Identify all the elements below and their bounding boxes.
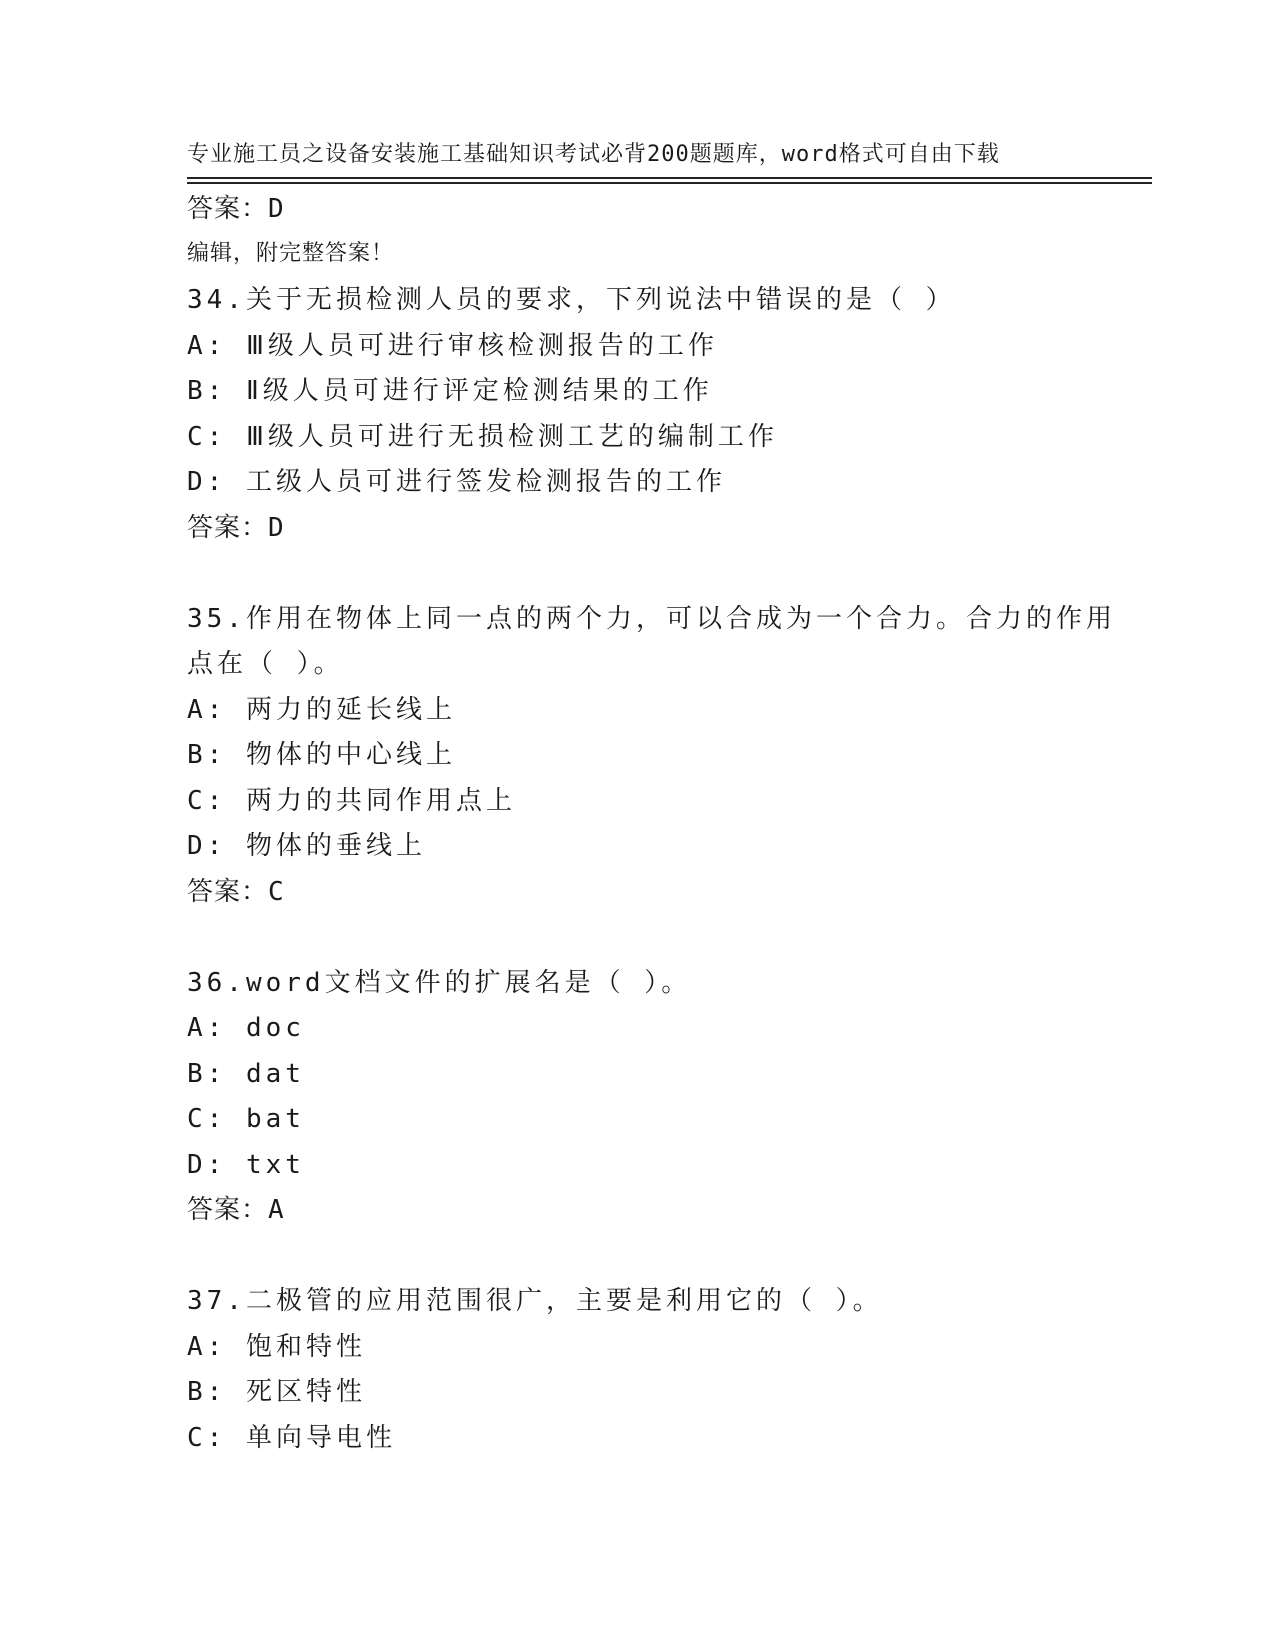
option-b: B: 物体的中心线上 [187, 740, 456, 770]
question-34 [187, 278, 1087, 551]
document-body [187, 187, 1116, 1461]
answer-line: 答案：A [187, 1195, 285, 1225]
option-c: C: Ⅲ级人员可进行无损检测工艺的编制工作 [187, 421, 778, 452]
header-line-1: 专业施工员之设备安装施工基础知识考试必背200题题库，word格式可自由下载 [187, 142, 1000, 167]
question-35 [187, 597, 1116, 916]
question-stem-line-1: 35.作用在物体上同一点的两个力，可以合成为一个合力。合力的作用 [187, 603, 1116, 634]
question-37 [187, 1279, 1087, 1461]
option-c: C: bat [187, 1104, 305, 1134]
answer-line: 答案：C [187, 876, 285, 907]
answer-line: 答案：D [187, 512, 285, 543]
answer-line: 答案：D [187, 194, 285, 224]
option-b: B: Ⅱ级人员可进行评定检测结果的工作 [187, 376, 713, 406]
option-a: A: doc [187, 1013, 305, 1043]
question-36 [187, 961, 1087, 1234]
option-c: C: 两力的共同作用点上 [187, 785, 516, 816]
question-stem: 34.关于无损检测人员的要求，下列说法中错误的是（ ） [187, 285, 956, 315]
spacer [187, 1234, 1087, 1280]
spacer [187, 551, 1087, 597]
option-a: A: 饱和特性 [187, 1331, 366, 1362]
header-line-2: 编辑，附完整答案！ [187, 241, 395, 266]
header-divider-top [187, 177, 1152, 179]
option-b: B: dat [187, 1058, 305, 1089]
option-a: A: 两力的延长线上 [187, 694, 456, 725]
option-c: C: 单向导电性 [187, 1422, 396, 1453]
option-a: A: Ⅲ级人员可进行审核检测报告的工作 [187, 330, 718, 361]
option-d: D: txt [187, 1149, 305, 1180]
spacer [187, 915, 1087, 961]
option-b: B: 死区特性 [187, 1377, 366, 1407]
question-stem-line-2: 点在（ ）。 [187, 649, 344, 679]
option-d: D: 工级人员可进行签发检测报告的工作 [187, 467, 726, 497]
option-d: D: 物体的垂线上 [187, 831, 426, 861]
question-stem: 37.二极管的应用范围很广，主要是利用它的（ ）。 [187, 1286, 883, 1316]
spacer [187, 233, 1087, 279]
header-divider-bottom [187, 182, 1152, 184]
question-stem: 36.word文档文件的扩展名是（ ）。 [187, 967, 692, 998]
